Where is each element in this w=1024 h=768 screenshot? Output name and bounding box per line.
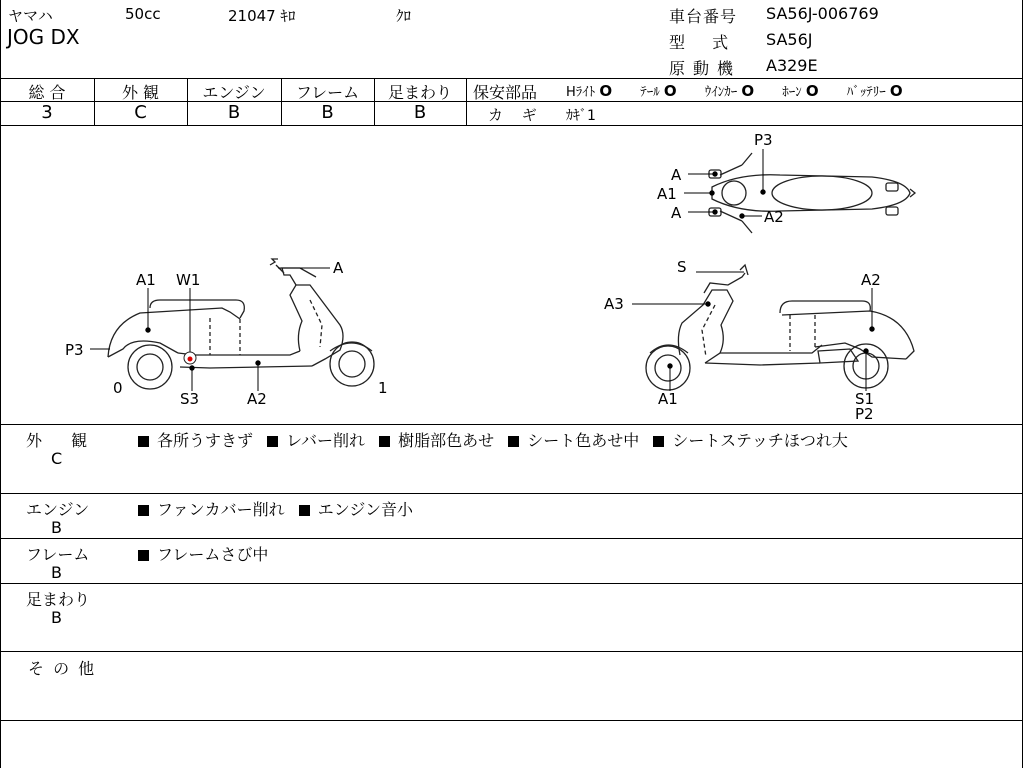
type-value: SA56J — [766, 30, 813, 49]
label-right-a2: A2 — [861, 271, 881, 289]
frame-number-label: 車台番号 — [669, 7, 738, 26]
grade-value-exterior: C — [134, 102, 147, 123]
maker-text: ヤマハ — [8, 7, 53, 25]
bullet-square-icon — [508, 436, 519, 447]
remarks-divider — [0, 538, 1023, 539]
remark-label-other: そ の 他 — [28, 659, 95, 678]
remarks-divider — [0, 651, 1023, 652]
label-left-w1: W1 — [176, 271, 201, 289]
safety-item-battery: ﾊﾞｯﾃﾘｰ O — [846, 82, 903, 100]
grade-divider — [466, 78, 467, 125]
safety-parts-list — [566, 81, 912, 100]
grade-row-top-line — [0, 78, 1023, 79]
grade-value-suspension: B — [413, 102, 427, 123]
label-top-a-lower: A — [671, 204, 682, 222]
remark-label-exterior: 外 観 — [26, 431, 88, 450]
label-top-p3: P3 — [754, 131, 773, 149]
safety-item-horn: ﾎｰﾝ O — [782, 82, 819, 100]
remark-items-engine: ファンカバー削れ エンジン音小 — [138, 497, 422, 520]
safety-item-tail: ﾃｰﾙ O — [640, 82, 677, 100]
bullet-square-icon — [267, 436, 278, 447]
grade-label-exterior: 外 観 — [121, 83, 160, 102]
safety-parts-label: 保安部品 — [473, 83, 538, 102]
frame-number-value: SA56J-006769 — [766, 4, 879, 23]
bullet-square-icon — [299, 505, 310, 516]
engine-model-label: 原動機 — [669, 59, 742, 78]
safety-item-winker: ｳｲﾝｶｰ O — [704, 82, 755, 100]
grade-label-frame: フレーム — [295, 83, 360, 102]
remarks-divider — [0, 493, 1023, 494]
safety-item-headlight: Hﾗｲﾄ O — [566, 82, 613, 100]
label-right-a3: A3 — [604, 295, 624, 313]
remark-grade-suspension: B — [51, 608, 62, 627]
remark-label-suspension: 足まわり — [26, 590, 91, 609]
remark-grade-exterior: C — [51, 449, 63, 468]
label-left-a2: A2 — [247, 390, 267, 408]
remark-items-exterior: 各所うすきず レバー削れ 樹脂部色あせ シート色あせ中 シートステッチほつれ大 — [138, 428, 857, 451]
grade-value-frame: B — [321, 102, 334, 123]
remarks-divider — [0, 583, 1023, 584]
bullet-square-icon — [138, 505, 149, 516]
label-left-0: 0 — [113, 379, 123, 397]
scooter-diagram — [0, 125, 1024, 425]
remark-label-engine: エンジン — [26, 500, 90, 519]
scooter-top-view — [709, 153, 915, 233]
label-top-a2: A2 — [764, 208, 784, 226]
key-label: カ ギ — [488, 106, 537, 124]
label-top-a1: A1 — [657, 185, 677, 203]
label-right-s1: S1 — [855, 390, 875, 408]
grade-label-overall: 総 合 — [28, 83, 66, 102]
remark-grade-frame: B — [51, 563, 62, 582]
model-title: JOG DX — [7, 25, 80, 49]
label-left-s3: S3 — [180, 390, 200, 408]
remark-label-frame: フレーム — [26, 545, 90, 564]
label-left-p3: P3 — [65, 341, 84, 359]
type-label: 型 式 — [669, 33, 729, 52]
grade-label-engine: エンジン — [202, 83, 266, 102]
label-right-s: S — [677, 258, 687, 276]
remarks-top-line — [0, 424, 1023, 425]
label-right-p2: P2 — [855, 405, 874, 423]
label-left-a1: A1 — [136, 271, 156, 289]
bullet-square-icon — [379, 436, 390, 447]
engine-model-value: A329E — [766, 56, 818, 75]
key-value: ｶｷﾞ1 — [566, 108, 596, 124]
label-top-a-upper: A — [671, 166, 682, 184]
grade-value-overall: 3 — [41, 102, 53, 123]
remark-grade-engine: B — [51, 518, 62, 537]
displacement-text: 50cc — [125, 5, 161, 23]
remark-items-frame: フレームさび中 — [138, 542, 277, 565]
grade-value-engine: B — [227, 102, 241, 123]
bullet-square-icon — [138, 550, 149, 561]
remarks-bottom-line — [0, 720, 1023, 721]
mileage-text: 21047 ｷﾛ — [228, 7, 296, 25]
grade-label-suspension: 足まわり — [387, 83, 452, 102]
label-left-1: 1 — [378, 379, 388, 397]
label-right-a1: A1 — [658, 390, 678, 408]
bullet-square-icon — [138, 436, 149, 447]
label-left-a: A — [333, 259, 344, 277]
color-text: ｸﾛ — [396, 7, 412, 25]
bullet-square-icon — [653, 436, 664, 447]
